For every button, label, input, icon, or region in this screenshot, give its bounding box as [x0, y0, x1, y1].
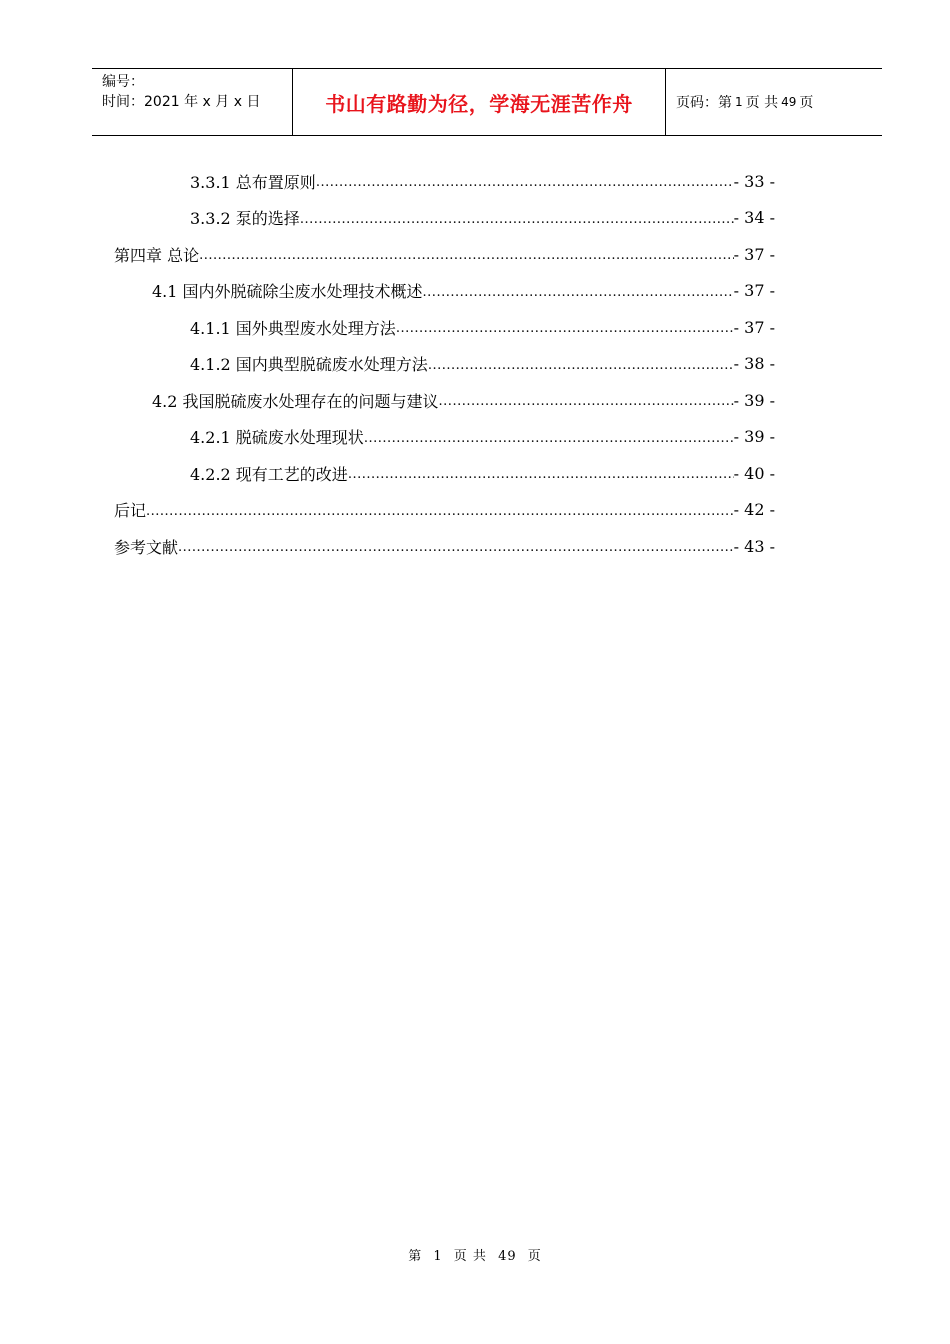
- toc-entry-label: 3.3.1 总布置原则: [190, 172, 316, 192]
- toc-entry-label: 4.1.1 国外典型废水处理方法: [190, 318, 396, 338]
- toc-entry-page: - 34 -: [733, 208, 775, 227]
- footer-suffix: 页: [527, 1249, 542, 1264]
- time-label: 时间：2021 年 x 月 x 日: [102, 94, 261, 110]
- toc-leader-dots: [439, 391, 734, 409]
- code-label: 编号：: [102, 74, 144, 90]
- toc-leader-dots: [316, 172, 734, 190]
- page-footer: [0, 1245, 950, 1264]
- toc-entry-page: - 37 -: [733, 244, 775, 264]
- toc-entry-label: 4.2 我国脱硫废水处理存在的问题与建议: [152, 391, 439, 411]
- toc-entry[interactable]: [190, 312, 775, 342]
- toc-entry[interactable]: [114, 239, 775, 269]
- toc-leader-dots: [146, 501, 734, 519]
- toc-leader-dots: [300, 209, 734, 227]
- toc-entry-page: - 37 -: [733, 317, 775, 337]
- toc-entry-label: 4.2.2 现有工艺的改进: [190, 464, 348, 484]
- toc-entry[interactable]: [114, 531, 775, 561]
- toc-leader-dots: [423, 282, 734, 300]
- toc-leader-dots: [396, 318, 734, 336]
- toc-entry[interactable]: [152, 385, 775, 415]
- footer-page-total: 49: [498, 1249, 517, 1264]
- header-page-number: [666, 69, 882, 135]
- toc-entry-label: 4.2.1 脱硫废水处理现状: [190, 428, 364, 447]
- toc-entry-page: - 38 -: [733, 354, 775, 373]
- toc-entry-label: 3.3.2 泵的选择: [190, 209, 300, 228]
- toc-leader-dots: [199, 245, 734, 263]
- header-page-prefix: 页码：第: [676, 95, 732, 111]
- toc-entry-label: 第四章 总论: [114, 245, 200, 265]
- page-header: [92, 68, 882, 136]
- toc-entry-page: - 33 -: [733, 171, 775, 191]
- header-page-total: 49: [781, 95, 797, 109]
- toc-entry-page: - 40 -: [733, 463, 775, 483]
- toc-leader-dots: [178, 537, 734, 555]
- toc-entry[interactable]: [190, 422, 775, 452]
- toc-entry-page: - 37 -: [733, 281, 775, 300]
- toc-entry-page: - 43 -: [733, 536, 775, 556]
- toc-entry[interactable]: [190, 203, 775, 233]
- toc-entry[interactable]: [190, 349, 775, 379]
- toc-leader-dots: [364, 428, 734, 446]
- toc-leader-dots: [348, 464, 734, 482]
- header-page-num: 1: [735, 95, 743, 109]
- header-motto: 书山有路勤为径，学海无涯苦作舟: [293, 69, 666, 135]
- footer-prefix: 第: [408, 1249, 423, 1264]
- toc-entry[interactable]: [190, 166, 775, 196]
- footer-page-num: 1: [433, 1249, 443, 1264]
- header-info: [92, 69, 293, 135]
- toc-entry[interactable]: [152, 276, 775, 306]
- toc-entry-label: 参考文献: [114, 537, 179, 557]
- toc-entry-page: - 39 -: [733, 427, 775, 446]
- footer-mid: 页 共: [453, 1249, 487, 1264]
- toc-entry-label: 后记: [114, 501, 147, 520]
- header-page-suffix: 页: [799, 95, 814, 111]
- toc-entry[interactable]: [114, 495, 775, 525]
- toc-leader-dots: [428, 355, 734, 373]
- toc-entry-label: 4.1 国内外脱硫除尘废水处理技术概述: [152, 282, 423, 301]
- toc-entry-page: - 42 -: [733, 500, 775, 519]
- header-page-mid: 页 共: [745, 95, 779, 111]
- toc-entry[interactable]: [190, 458, 775, 488]
- toc-entry-label: 4.1.2 国内典型脱硫废水处理方法: [190, 355, 428, 374]
- toc-entry-page: - 39 -: [733, 390, 775, 410]
